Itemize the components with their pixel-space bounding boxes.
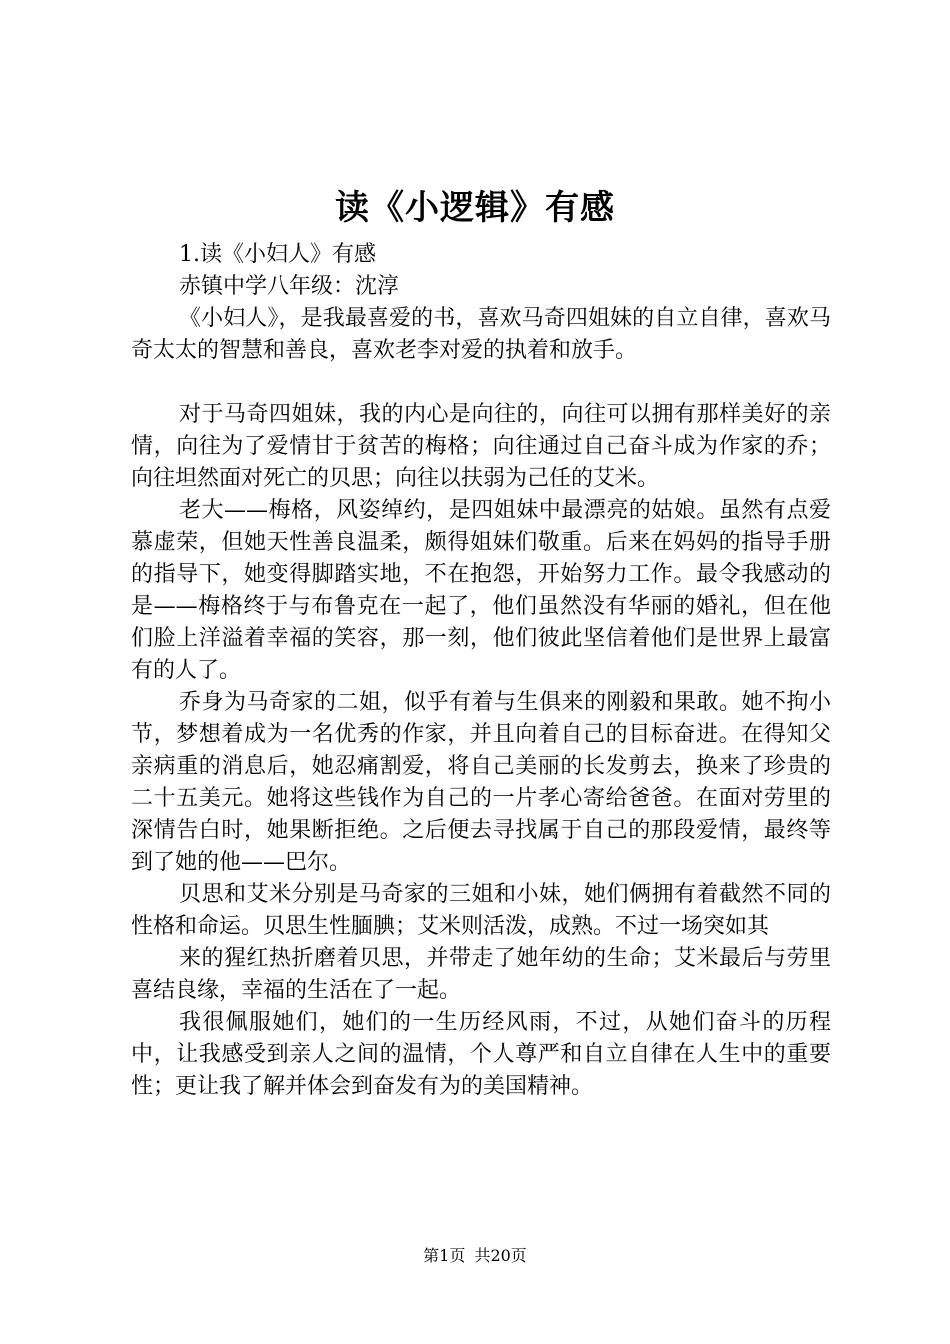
paragraph: 我很佩服她们，她们的一生历经风雨，不过，从她们奋斗的历程中，让我感受到亲人之间的温情，个人尊严和自立自律在人生中的重要性；更让我了解并体会到奋发有为的美国精神。 [131, 1010, 831, 1099]
paragraph: 贝思和艾米分别是马奇家的三姐和小妹，她们俩拥有着截然不同的性格和命运。贝思生性腼腆；艾米则活泼，成熟。不过一场突如其 [131, 882, 831, 939]
page-footer: 第1页 共20页 [423, 1246, 527, 1265]
paragraph: 乔身为马奇家的二姐，似乎有着与生俱来的刚毅和果敢。她不拘小节，梦想着成为一名优秀的作家，并且向着自己的目标奋进。在得知父亲病重的消息后，她忍痛割爱，将自己美丽的长发剪去，换来了珍贵的二十五美元。她将这些钱作为自己的一片孝心寄给爸爸。在面对劳里的深情告白时，她果断拒绝。之后便去寻找属于自己的那段爱情，最终等到了她的他——巴尔。 [131, 690, 831, 875]
section-heading: 1.读《小妇人》有感 [179, 242, 376, 267]
document-title: 读《小逻辑》有感 [335, 188, 615, 228]
paragraph: 对于马奇四姐妹，我的内心是向往的，向往可以拥有那样美好的亲情，向往为了爱情甘于贫苦的梅格；向往通过自己奋斗成为作家的乔；向往坦然面对死亡的贝思；向往以扶弱为己任的艾米。 [131, 402, 831, 491]
paragraph: 《小妇人》，是我最喜爱的书，喜欢马奇四姐妹的自立自律，喜欢马奇太太的智慧和善良，喜欢老李对爱的执着和放手。 [131, 306, 831, 363]
document-body [131, 239, 831, 1103]
paragraph: 老大——梅格，风姿绰约，是四姐妹中最漂亮的姑娘。虽然有点爱慕虚荣，但她天性善良温柔，颇得姐妹们敬重。后来在妈妈的指导手册的指导下，她变得脚踏实地，不在抱怨，开始努力工作。最令我感动的是——梅格终于与布鲁克在一起了，他们虽然没有华丽的婚礼，但在他们脸上洋溢着幸福的笑容，那一刻，他们彼此坚信着他们是世界上最富有的人了。 [131, 498, 831, 683]
paragraph: 来的猩红热折磨着贝思，并带走了她年幼的生命；艾米最后与劳里喜结良缘，幸福的生活在了一起。 [131, 946, 831, 1003]
author-line: 赤镇中学八年级：沈淳 [179, 274, 400, 299]
